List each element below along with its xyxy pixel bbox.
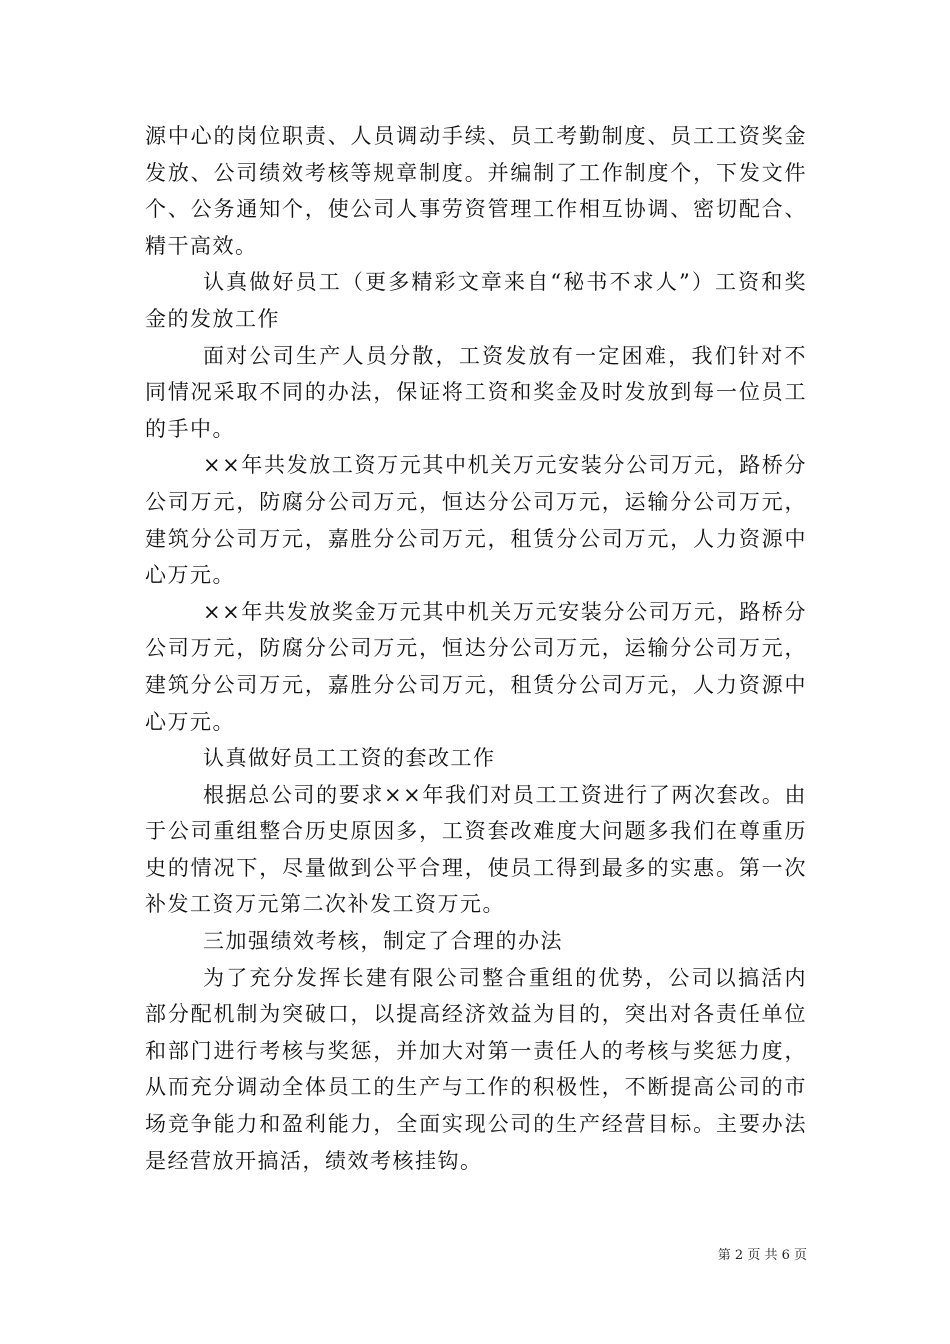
paragraph: 为了充分发挥长建有限公司整合重组的优势，公司以搞活内部分配机制为突破口，以提高经济效益为目的，突出对各责任单位和部门进行考核与奖惩，并加大对第一责任人的考核与奖惩力度，从而充分调动全体员工的生产与工作的积极性，不断提高公司的市场竞争能力和盈利能力，全面实现公司的生产经营目标。主要办法是经营放开搞活，绩效考核挂钩。 (145, 965, 807, 1173)
document-body (145, 118, 807, 1179)
paragraph: 源中心的岗位职责、人员调动手续、员工考勤制度、员工工资奖金发放、公司绩效考核等规章制度。并编制了工作制度个，下发文件个、公务通知个，使公司人事劳资管理工作相互协调、密切配合、精干高效。 (145, 124, 807, 258)
page-number-footer: 第 2 页 共 6 页 (717, 1248, 807, 1263)
paragraph: 根据总公司的要求××年我们对员工工资进行了两次套改。由于公司重组整合历史原因多，工资套改难度大问题多我们在尊重历史的情况下，尽量做到公平合理，使员工得到最多的实惠。第一次补发工资万元第二次补发工资万元。 (145, 782, 807, 917)
paragraph: ××年共发放工资万元其中机关万元安装分公司万元，路桥分公司万元，防腐分公司万元，恒达分公司万元，运输分公司万元，建筑分公司万元，嘉胜分公司万元，租赁分公司万元，人力资源中心万元。 (145, 453, 807, 588)
section-heading: 认真做好员工（更多精彩文章来自“秘书不求人”）工资和奖金的发放工作 (145, 270, 807, 331)
section-heading: 三加强绩效考核，制定了合理的办法 (203, 929, 563, 954)
paragraph: 面对公司生产人员分散，工资发放有一定困难，我们针对不同情况采取不同的办法，保证将工资和奖金及时发放到每一位员工的手中。 (145, 343, 807, 441)
section-heading: 认真做好员工工资的套改工作 (203, 746, 496, 771)
paragraph: ××年共发放奖金万元其中机关万元安装分公司万元，路桥分公司万元，防腐分公司万元，恒达分公司万元，运输分公司万元，建筑分公司万元，嘉胜分公司万元，租赁分公司万元，人力资源中心万元。 (145, 599, 807, 734)
